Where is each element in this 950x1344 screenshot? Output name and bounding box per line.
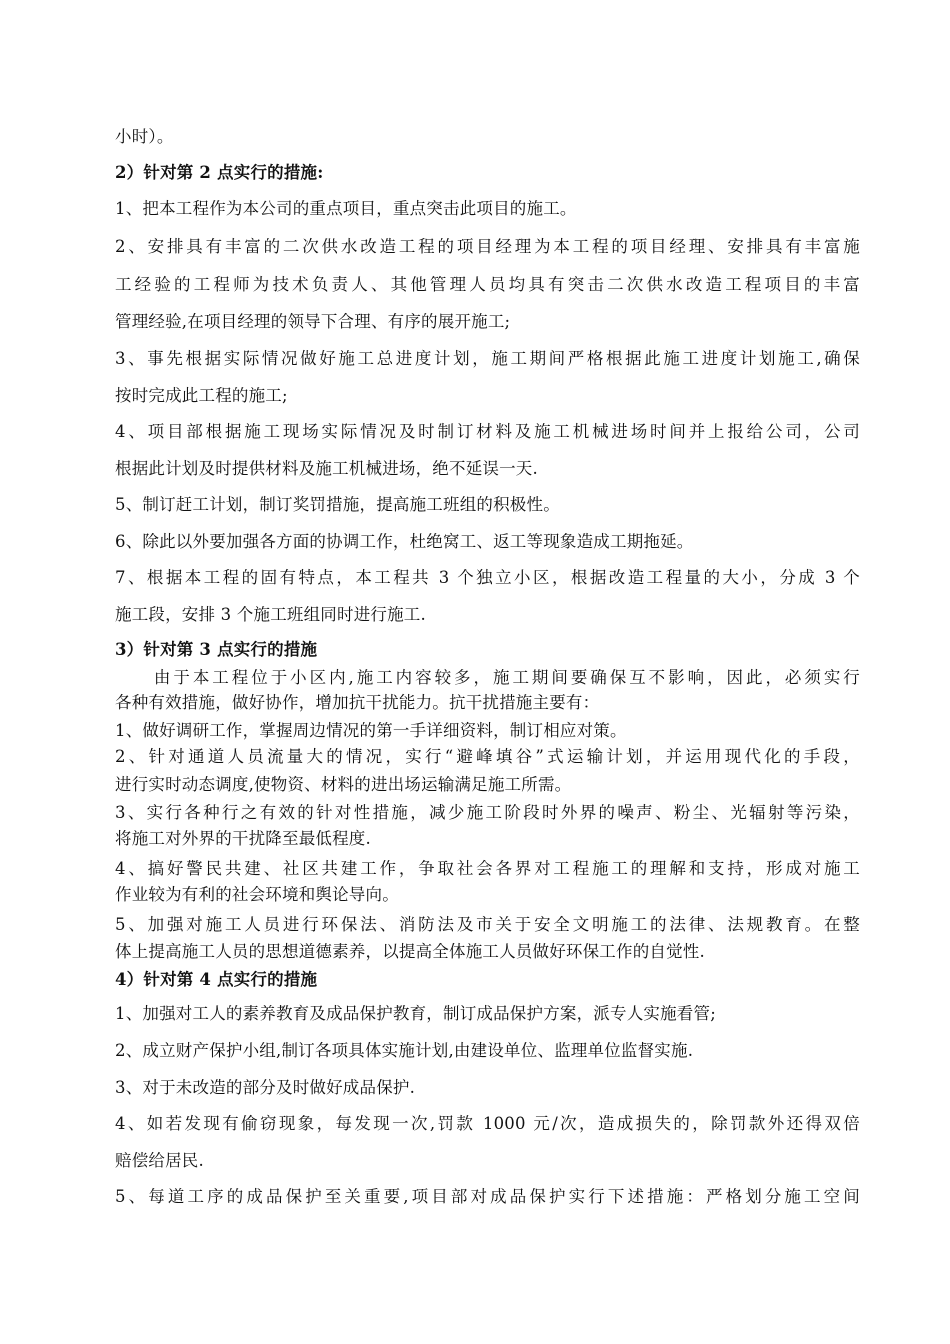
text-line: 工经验的工程师为技术负责人、其他管理人员均具有突击二次供水改造工程项目的丰富 bbox=[115, 275, 860, 294]
text-line: 由于本工程位于小区内,施工内容较多，施工期间要确保互不影响，因此，必须实行 bbox=[115, 668, 860, 687]
text-line: 管理经验,在项目经理的领导下合理、有序的展开施工; bbox=[115, 312, 511, 331]
text-line: 2、针对通道人员流量大的情况，实行“避峰填谷”式运输计划，并运用现代化的手段， bbox=[115, 747, 860, 766]
text-line: 4、如若发现有偷窃现象，每发现一次,罚款 1000 元/次，造成损失的，除罚款外还得双倍 bbox=[115, 1114, 860, 1133]
text-line: 7、根据本工程的固有特点，本工程共 3 个独立小区，根据改造工程量的大小，分成 3 个 bbox=[115, 568, 860, 587]
text-line: 体上提高施工人员的思想道德素养，以提高全体施工人员做好环保工作的自觉性. bbox=[115, 942, 705, 961]
text-line: 6、除此以外要加强各方面的协调工作，杜绝窝工、返工等现象造成工期拖延。 bbox=[115, 532, 694, 551]
text-line: 3、实行各种行之有效的针对性措施，减少施工阶段时外界的噪声、粉尘、光辐射等污染， bbox=[115, 803, 860, 822]
text-line: 1、加强对工人的素养教育及成品保护教育，制订成品保护方案，派专人实施看管; bbox=[115, 1004, 716, 1023]
text-line: 根据此计划及时提供材料及施工机械进场，绝不延误一天. bbox=[115, 459, 538, 478]
section-heading-4: 4）针对第 4 点实行的措施 bbox=[115, 970, 318, 989]
section-heading-3: 3）针对第 3 点实行的措施 bbox=[115, 640, 318, 659]
section-heading-2: 2）针对第 2 点实行的措施: bbox=[115, 163, 324, 182]
text-line: 1、做好调研工作，掌握周边情况的第一手详细资料，制订相应对策。 bbox=[115, 721, 627, 740]
text-line: 小时）。 bbox=[115, 127, 174, 146]
text-line: 3、对于未改造的部分及时做好成品保护. bbox=[115, 1078, 416, 1097]
text-line: 5、每道工序的成品保护至关重要,项目部对成品保护实行下述措施：严格划分施工空间 bbox=[115, 1187, 860, 1206]
text-line: 将施工对外界的干扰降至最低程度. bbox=[115, 829, 371, 848]
text-line: 作业较为有利的社会环境和舆论导向。 bbox=[115, 885, 399, 904]
text-line: 5、加强对施工人员进行环保法、消防法及市关于安全文明施工的法律、法规教育。在整 bbox=[115, 915, 860, 934]
text-line: 5、制订赶工计划，制订奖罚措施，提高施工班组的积极性。 bbox=[115, 495, 560, 514]
text-line: 1、把本工程作为本公司的重点项目，重点突击此项目的施工。 bbox=[115, 199, 577, 218]
text-line: 按时完成此工程的施工; bbox=[115, 386, 288, 405]
text-line: 各种有效措施，做好协作，增加抗干扰能力。抗干扰措施主要有： bbox=[115, 693, 600, 712]
text-line: 进行实时动态调度,使物资、材料的进出场运输满足施工所需。 bbox=[115, 775, 572, 794]
text-line: 赔偿给居民. bbox=[115, 1151, 204, 1170]
text-line: 2、成立财产保护小组,制订各项具体实施计划,由建设单位、监理单位监督实施. bbox=[115, 1041, 694, 1060]
text-line: 4、搞好警民共建、社区共建工作，争取社会各界对工程施工的理解和支持，形成对施工 bbox=[115, 859, 860, 878]
text-line: 2、安排具有丰富的二次供水改造工程的项目经理为本工程的项目经理、安排具有丰富施 bbox=[115, 237, 860, 256]
text-line: 3、事先根据实际情况做好施工总进度计划，施工期间严格根据此施工进度计划施工,确保 bbox=[115, 349, 860, 368]
text-line: 施工段，安排 3 个施工班组同时进行施工. bbox=[115, 605, 426, 624]
text-line: 4、项目部根据施工现场实际情况及时制订材料及施工机械进场时间并上报给公司，公司 bbox=[115, 422, 860, 441]
